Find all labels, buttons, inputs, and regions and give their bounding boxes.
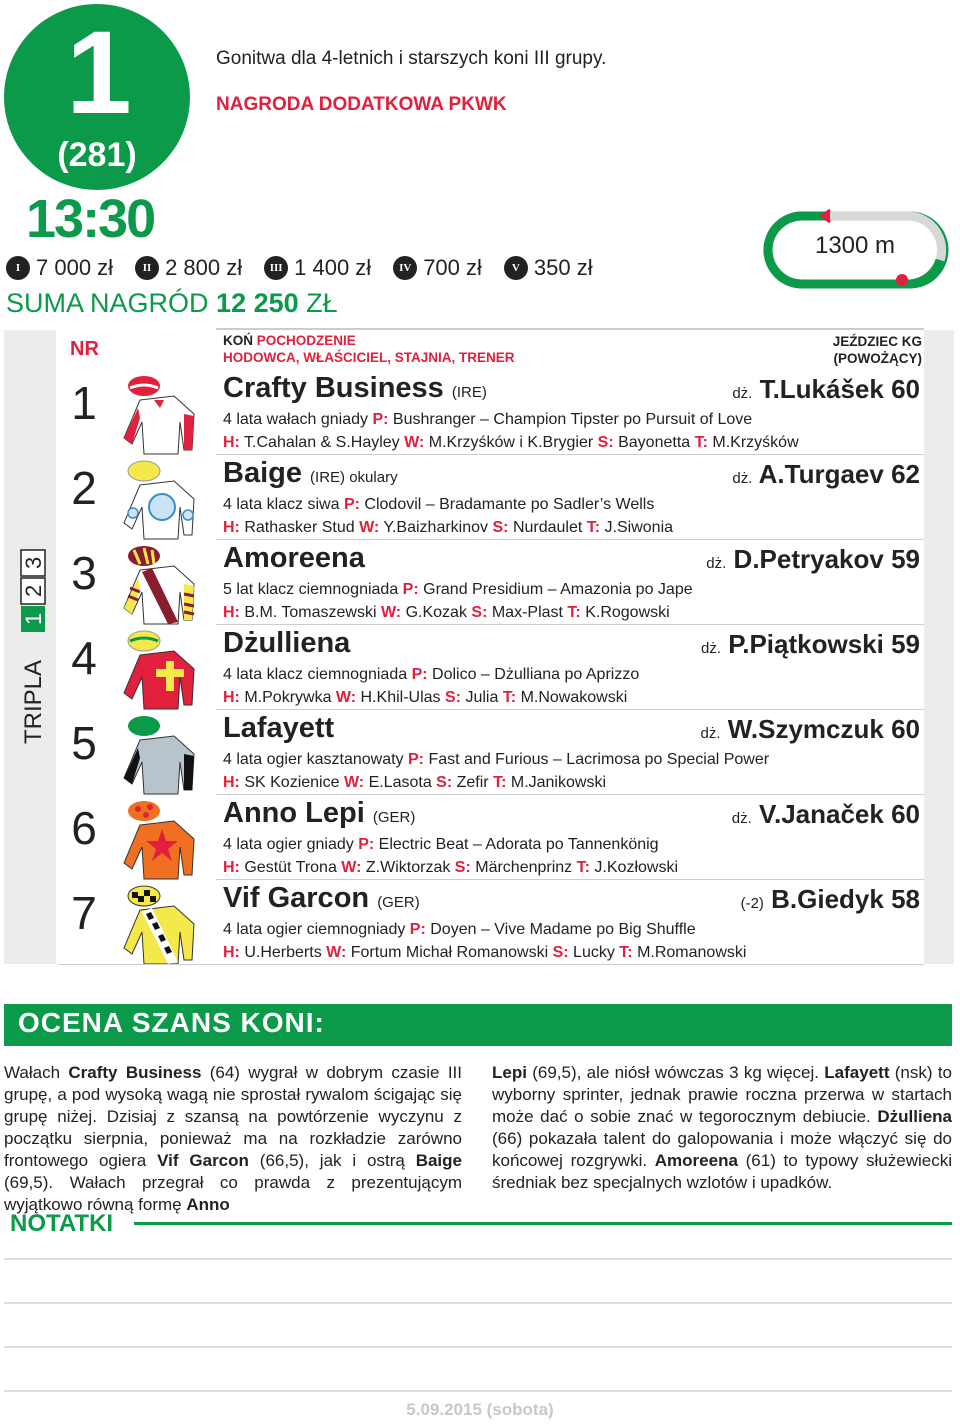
label-h: H: bbox=[223, 604, 240, 621]
label-h: H: bbox=[223, 689, 240, 706]
label-s: S: bbox=[444, 689, 461, 706]
label-t: T: bbox=[493, 774, 507, 791]
owner: E.Lasota bbox=[368, 774, 432, 791]
jockey-prefix: dż. bbox=[700, 725, 721, 742]
assessment-text-segment: (66) pokazała talent do galopowania i może włączyć się do końcowej rozgrywki. bbox=[492, 1129, 952, 1170]
jockey-name: W.Szymczuk 60 bbox=[727, 714, 920, 744]
stable: Julia bbox=[465, 689, 499, 706]
label-h: H: bbox=[223, 944, 240, 961]
jockey-prefix: (-2) bbox=[740, 895, 764, 912]
jockey-silk-icon bbox=[120, 884, 196, 966]
horse-number: 5 bbox=[71, 717, 97, 769]
owner: G.Kozak bbox=[405, 604, 467, 621]
sum-value: 12 250 bbox=[216, 288, 299, 318]
horse-origin: (IRE) okulary bbox=[310, 469, 398, 486]
trainer: J.Siwonia bbox=[604, 519, 674, 536]
label-p: P: bbox=[409, 921, 426, 938]
horse-name: Crafty Business bbox=[223, 372, 444, 404]
tripla-box-2: 2 bbox=[21, 584, 46, 597]
horse-name-mention: Lepi bbox=[492, 1063, 527, 1082]
label-t: T: bbox=[586, 519, 601, 536]
horse-name: Lafayett bbox=[223, 712, 335, 744]
label-w: W: bbox=[326, 944, 347, 961]
jockey-name: P.Piątkowski 59 bbox=[728, 629, 920, 659]
label-p: P: bbox=[408, 751, 424, 768]
stable: Märchenprinz bbox=[475, 859, 573, 876]
assessment-text-segment: (69,5), ale niósł wówczas 3 kg więcej. bbox=[526, 1063, 825, 1082]
prize-list bbox=[6, 254, 615, 282]
label-w: W: bbox=[359, 519, 380, 536]
right-band bbox=[924, 330, 954, 964]
jockey-silk-icon bbox=[120, 714, 196, 796]
label-s: S: bbox=[471, 604, 488, 621]
place-badge: III bbox=[264, 256, 288, 280]
owner: Y.Baizharkinov bbox=[383, 519, 489, 536]
breeder: T.Cahalan & S.Hayley bbox=[244, 434, 400, 451]
horse-pedigree: Grand Presidium – Amazonia po Jape bbox=[423, 581, 693, 598]
breeder: B.M. Tomaszewski bbox=[244, 604, 377, 621]
trainer: M.Krzyśków bbox=[712, 434, 799, 451]
horse-desc: 4 lata ogier kasztanowaty bbox=[223, 751, 404, 768]
breeder: Gestüt Trona bbox=[244, 859, 337, 876]
assessment-text-segment: (61) to typowy służewiecki średniak bez specjalnych wzlotów i upadków. bbox=[492, 1151, 952, 1192]
label-w: W: bbox=[343, 774, 365, 791]
assessment-text-segment: (nsk) to wyborny sprinter, jednak prawie roczna przerwa w startach może dać o sobie znać w tegorocznym debiucie. bbox=[492, 1063, 952, 1126]
race-number-badge bbox=[4, 4, 190, 190]
sum-unit: ZŁ bbox=[306, 288, 338, 318]
tripla-marker bbox=[8, 548, 52, 748]
horse-number: 6 bbox=[71, 802, 97, 854]
header-pochodzenie: POCHODZENIE bbox=[256, 333, 356, 348]
label-w: W: bbox=[341, 859, 362, 876]
label-p: P: bbox=[411, 666, 428, 683]
jockey-name: D.Petryakov 59 bbox=[733, 544, 920, 574]
horse-pedigree: Electric Beat – Adorata po Tannenkönig bbox=[378, 836, 659, 853]
assessment-title: OCENA SZANS KONI: bbox=[18, 1007, 325, 1038]
owner: Fortum Michał Romanowski bbox=[350, 944, 549, 961]
label-s: S: bbox=[454, 859, 471, 876]
horse-name-mention: Anno bbox=[186, 1195, 230, 1214]
table-bottom-divider bbox=[58, 964, 924, 965]
horse-pedigree: Bushranger – Champion Tipster po Pursuit of Love bbox=[392, 411, 753, 428]
horse-name-mention: Lafayett bbox=[824, 1063, 890, 1082]
horse-origin: (IRE) bbox=[451, 384, 487, 401]
horse-number: 7 bbox=[71, 887, 97, 939]
horse-name: Baige bbox=[223, 457, 302, 489]
label-p: P: bbox=[358, 836, 375, 853]
jockey-silk-icon bbox=[120, 799, 196, 881]
trainer: M.Nowakowski bbox=[520, 689, 628, 706]
assessment-text-right bbox=[492, 1062, 952, 1194]
prize-item bbox=[393, 255, 482, 281]
place-badge: II bbox=[135, 256, 159, 280]
horse-number: 3 bbox=[71, 547, 97, 599]
prize-amount: 1 400 zł bbox=[294, 255, 372, 280]
stable: Nurdaulet bbox=[512, 519, 583, 536]
breeder: SK Kozienice bbox=[244, 774, 340, 791]
label-w: W: bbox=[404, 434, 425, 451]
column-header-jockey bbox=[833, 333, 922, 367]
place-badge: I bbox=[6, 256, 30, 280]
jockey-silk-icon bbox=[120, 459, 196, 541]
jockey-prefix: dż. bbox=[732, 470, 753, 487]
header-divider bbox=[216, 328, 924, 330]
prize-amount: 2 800 zł bbox=[165, 255, 243, 280]
label-h: H: bbox=[223, 519, 240, 536]
trainer: M.Romanowski bbox=[637, 944, 747, 961]
column-header-horse bbox=[223, 333, 356, 348]
assessment-text-segment: (64) wygrał w dobrym czasie III grupę, a pod wysoką wagą nie sprostał rywalom ścigając się grupę niżej. Dzisiaj z szansą na powtórzenie wyczynu z początku sierpnia, ponieważ ma na rozkładzie zarówno frontowego ogiera bbox=[4, 1063, 462, 1170]
label-p: P: bbox=[372, 411, 389, 428]
label-t: T: bbox=[694, 434, 708, 451]
label-s: S: bbox=[436, 774, 453, 791]
notes-line bbox=[4, 1390, 952, 1392]
jockey-silk-icon bbox=[120, 544, 196, 626]
tripla-box-1: 1 bbox=[21, 612, 46, 625]
horse-row bbox=[58, 880, 924, 965]
horse-desc: 5 lat klacz ciemnogniada bbox=[223, 581, 399, 598]
notes-line bbox=[4, 1346, 952, 1348]
horse-desc: 4 lata klacz siwa bbox=[223, 496, 340, 513]
trainer: J.Kozłowski bbox=[594, 859, 678, 876]
owner: Z.Wiktorzak bbox=[365, 859, 451, 876]
horse-pedigree: Fast and Furious – Lacrimosa po Special Power bbox=[428, 751, 770, 768]
jockey-silk-icon bbox=[120, 374, 196, 456]
horse-name-mention: Crafty Business bbox=[68, 1063, 202, 1082]
horse-row bbox=[58, 455, 924, 540]
breeder: M.Pokrywka bbox=[244, 689, 332, 706]
horse-origin: (GER) bbox=[377, 894, 420, 911]
race-id: (281) bbox=[57, 136, 137, 174]
jockey-name: A.Turgaev 62 bbox=[758, 459, 920, 489]
horse-number: 1 bbox=[71, 377, 97, 429]
stable: Max-Plast bbox=[491, 604, 563, 621]
horse-row bbox=[58, 710, 924, 795]
horse-name-mention: Amoreena bbox=[654, 1151, 738, 1170]
horse-name-mention: Baige bbox=[415, 1151, 462, 1170]
horse-number: 4 bbox=[71, 632, 97, 684]
prize-item bbox=[504, 255, 593, 281]
label-t: T: bbox=[576, 859, 590, 876]
horse-row bbox=[58, 540, 924, 625]
jockey-prefix: dż. bbox=[701, 640, 722, 657]
horse-pedigree: Doyen – Vive Madame po Big Shuffle bbox=[430, 921, 696, 938]
horse-number: 2 bbox=[71, 462, 97, 514]
owner: H.Khil-Ulas bbox=[360, 689, 441, 706]
header-powozacy: (POWOŻĄCY) bbox=[833, 351, 922, 366]
label-p: P: bbox=[343, 496, 360, 513]
horse-desc: 4 lata ogier gniady bbox=[223, 836, 354, 853]
horse-name: Amoreena bbox=[223, 542, 365, 574]
label-h: H: bbox=[223, 774, 240, 791]
race-time: 13:30 bbox=[26, 189, 155, 249]
label-s: S: bbox=[492, 519, 509, 536]
prize-amount: 7 000 zł bbox=[36, 255, 114, 280]
prize-item bbox=[6, 255, 113, 281]
stable: Lucky bbox=[573, 944, 615, 961]
label-s: S: bbox=[552, 944, 569, 961]
sum-label: SUMA NAGRÓD bbox=[6, 288, 209, 318]
column-header-nr: NR bbox=[70, 338, 99, 360]
assessment-text-segment: Wałach bbox=[4, 1063, 69, 1082]
horse-name-mention: Dżulliena bbox=[877, 1107, 952, 1126]
horse-desc: 4 lata ogier ciemnogniady bbox=[223, 921, 406, 938]
horse-name-mention: Vif Garcon bbox=[157, 1151, 249, 1170]
assessment-text-segment: (66,5), jak i ostrą bbox=[248, 1151, 416, 1170]
assessment-text-segment: (69,5). Wałach przegrał co prawda z prezentującym wyjątkowo równą formę bbox=[4, 1173, 462, 1214]
horse-desc: 4 lata wałach gniady bbox=[223, 411, 368, 428]
race-description: Gonitwa dla 4-letnich i starszych koni III grupy. bbox=[216, 48, 607, 69]
horse-pedigree: Clodovil – Bradamante po Sadler’s Wells bbox=[364, 496, 655, 513]
notes-title-rule bbox=[134, 1222, 952, 1225]
footer-date: 5.09.2015 (sobota) bbox=[406, 1400, 554, 1419]
horse-name: Dżulliena bbox=[223, 627, 351, 659]
race-bonus: NAGRODA DODATKOWA PKWK bbox=[216, 94, 507, 115]
assessment-text-left bbox=[4, 1062, 462, 1216]
jockey-silk-icon bbox=[120, 629, 196, 711]
label-t: T: bbox=[619, 944, 633, 961]
jockey-name: T.Lukášek 60 bbox=[759, 374, 920, 404]
owner: M.Krzyśków i K.Brygier bbox=[428, 434, 594, 451]
column-header-breeder: HODOWCA, WŁAŚCICIEL, STAJNIA, TRENER bbox=[223, 350, 515, 365]
jockey-prefix: dż. bbox=[732, 385, 753, 402]
jockey-name: B.Giedyk 58 bbox=[771, 884, 920, 914]
horse-name: Vif Garcon bbox=[223, 882, 370, 914]
header-kon: KOŃ bbox=[223, 333, 253, 348]
horse-pedigree: Dolico – Dżulliana po Aprizzo bbox=[432, 666, 640, 683]
label-t: T: bbox=[567, 604, 581, 621]
jockey-prefix: dż. bbox=[706, 555, 727, 572]
place-badge: IV bbox=[393, 256, 417, 280]
prize-amount: 350 zł bbox=[533, 255, 593, 280]
label-w: W: bbox=[380, 604, 402, 621]
horse-desc: 4 lata klacz ciemnogniada bbox=[223, 666, 408, 683]
race-number: 1 bbox=[66, 7, 128, 139]
prize-item bbox=[135, 255, 242, 281]
horse-row bbox=[58, 795, 924, 880]
notes-line bbox=[4, 1302, 952, 1304]
race-distance: 1300 m bbox=[814, 232, 896, 259]
label-s: S: bbox=[597, 434, 614, 451]
jockey-name: V.Janaček 60 bbox=[759, 799, 920, 829]
stable: Bayonetta bbox=[618, 434, 691, 451]
breeder: U.Herberts bbox=[244, 944, 322, 961]
label-w: W: bbox=[335, 689, 357, 706]
prize-amount: 700 zł bbox=[423, 255, 482, 280]
horse-name: Anno Lepi bbox=[223, 797, 365, 829]
breeder: Rathasker Stud bbox=[244, 519, 355, 536]
trainer: K.Rogowski bbox=[585, 604, 670, 621]
tripla-box-3: 3 bbox=[21, 556, 46, 569]
prize-item bbox=[264, 255, 371, 281]
jockey-prefix: dż. bbox=[731, 810, 752, 827]
horse-row bbox=[58, 370, 924, 455]
horse-row bbox=[58, 625, 924, 710]
horse-origin: (GER) bbox=[372, 809, 416, 826]
tripla-label: TRIPLA bbox=[20, 659, 47, 744]
place-badge: V bbox=[504, 256, 528, 280]
label-h: H: bbox=[223, 434, 240, 451]
trainer: M.Janikowski bbox=[510, 774, 606, 791]
label-h: H: bbox=[223, 859, 240, 876]
notes-title: NOTATKI bbox=[10, 1210, 114, 1237]
header-jezdziec: JEŹDZIEC KG bbox=[832, 334, 922, 349]
stable: Zefir bbox=[456, 774, 489, 791]
prize-sum bbox=[6, 288, 338, 319]
label-p: P: bbox=[402, 581, 419, 598]
label-t: T: bbox=[502, 689, 517, 706]
notes-line bbox=[4, 1258, 952, 1260]
